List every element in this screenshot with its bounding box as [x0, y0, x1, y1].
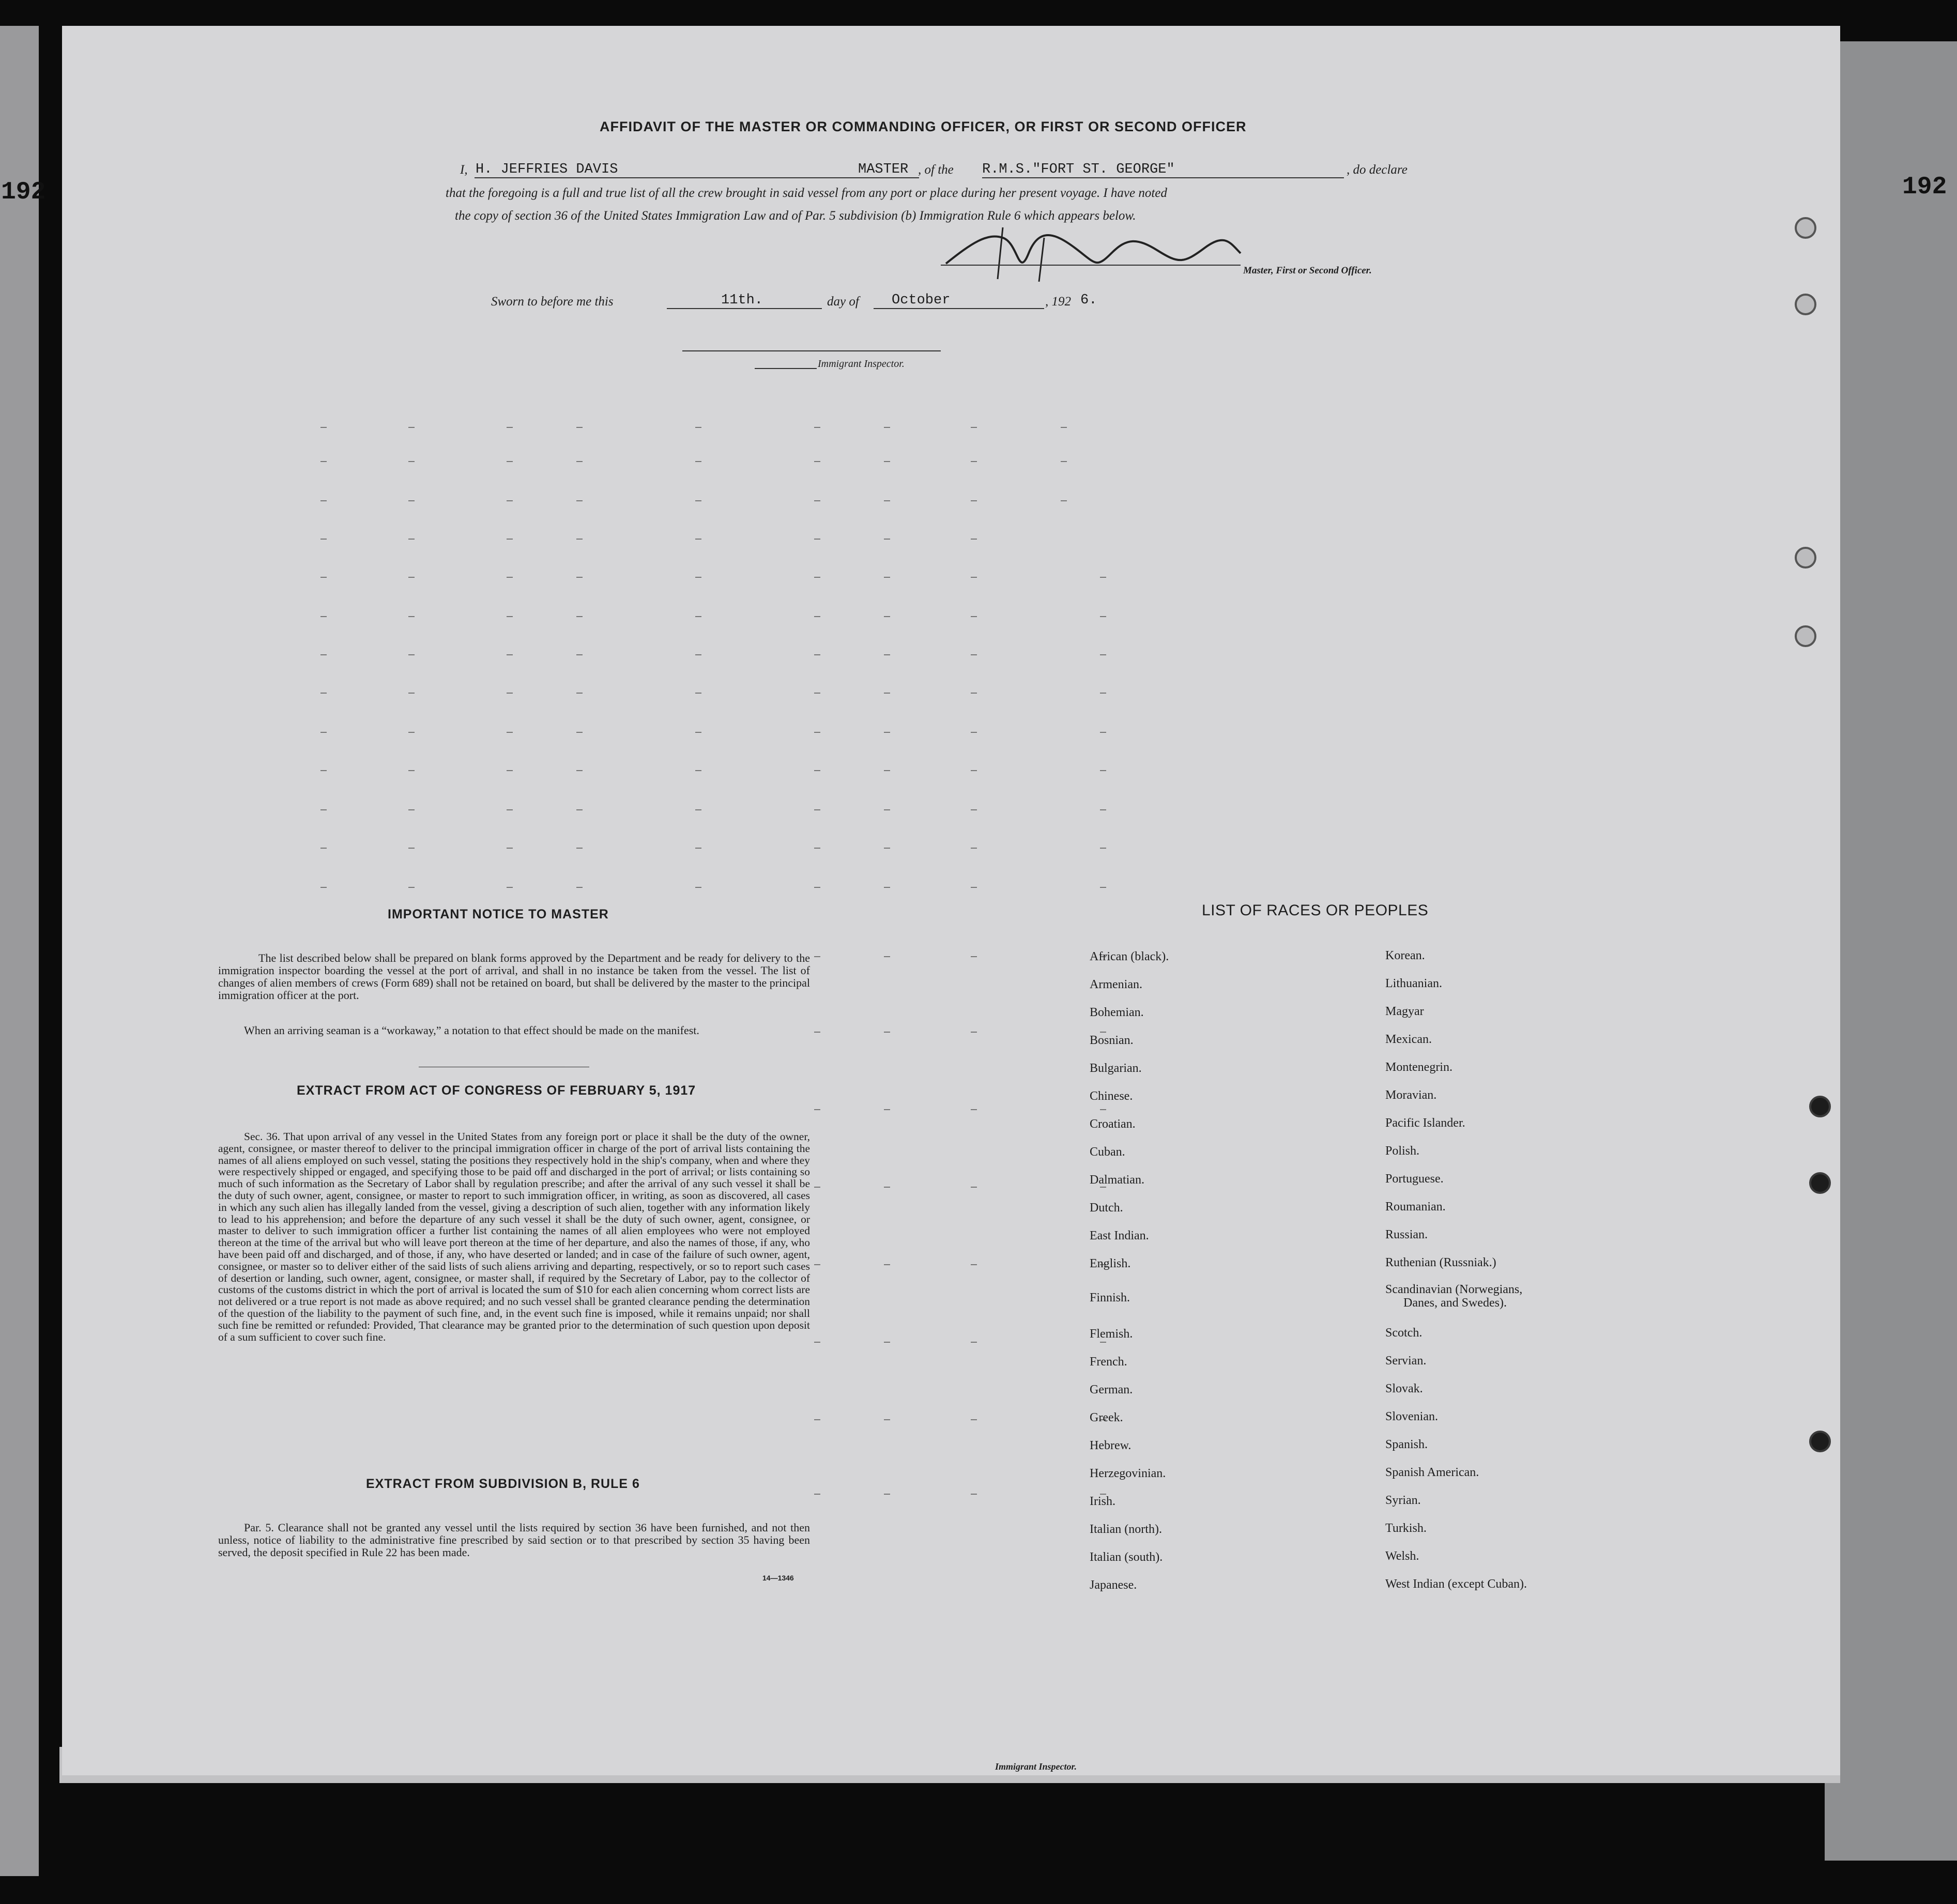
race-item: Welsh.	[1385, 1549, 1419, 1563]
race-item: Pacific Islander.	[1385, 1116, 1465, 1130]
race-item: English.	[1090, 1257, 1131, 1270]
race-item: Hebrew.	[1090, 1439, 1132, 1452]
of-the-label: , of the	[918, 163, 954, 177]
extract-act-heading: EXTRACT FROM ACT OF CONGRESS OF FEBRUARY 5, 1917	[297, 1083, 696, 1098]
race-item: West Indian (except Cuban).	[1385, 1577, 1527, 1591]
race-item: Slovak.	[1385, 1382, 1423, 1395]
race-item: Flemish.	[1090, 1327, 1133, 1341]
race-item: Servian.	[1385, 1354, 1427, 1368]
race-item: Russian.	[1385, 1228, 1428, 1241]
affidavit-heading: AFFIDAVIT OF THE MASTER OR COMMANDING OFFICER, OR FIRST OR SECOND OFFICER	[600, 119, 1247, 134]
affidavit-line-3: the copy of section 36 of the United States Immigration Law and of Par. 5 subdivision (b) Immigration Rule 6 which appears below.	[455, 209, 1136, 223]
race-item: Slovenian.	[1385, 1410, 1438, 1423]
race-item: Italian (south).	[1090, 1550, 1163, 1564]
race-item: Greek.	[1090, 1411, 1123, 1424]
extract-rule-text: Par. 5. Clearance shall not be granted any vessel until the lists required by section 36 have been furnished, and not then unless, notice of liability to the administrative fine prescribed by said section or to that prescribed by section 35 having been served, the deposit specified in Rule 22 has been made.	[218, 1521, 810, 1559]
race-item: Bulgarian.	[1090, 1062, 1142, 1075]
race-item: Finnish.	[1090, 1291, 1130, 1304]
race-item: German.	[1090, 1383, 1133, 1396]
inspector-caption: Immigrant Inspector.	[818, 358, 905, 370]
race-item: Dutch.	[1090, 1201, 1123, 1215]
extract-act-text: Sec. 36. That upon arrival of any vessel in the United States from any foreign port or place it shall be the duty of the owner, agent, consignee, or master thereof to deliver to the principal immigration officer in charge of the port of arrival lists containing the names of all aliens employed on such vessel, stating the positions they respectively hold in the ship's company, when and where they were respectively shipped or engaged, and specifying those to be paid off and discharged in the port of arrival; or lists containing so much of such information as the Secretary of Labor shall by regulation prescribe; and after the arrival of any such vessel it shall be the duty of such owner, agent, consignee, or master to report to such immigration officer, in writing, as soon as discovered, all cases in which any such alien has illegally landed from the vessel, giving a description of such alien, together with any information likely to lead to his apprehension; and before the departure of any such vessel it shall be the duty of such owner, agent, consignee, or master to deliver to such immigration officer a further list containing the names of all alien employees who were not employed thereon at the time of the arrival but who will leave port thereon at the time of her departure, and also the names of those, if any, who have been paid off and discharged, and of those, if any, who have deserted or landed; and in case of the failure of such owner, agent, consignee, or master so to deliver either of the said lists of such aliens arriving and departing, respectively, or so to report such cases of desertion or landing, such owner, agent, consignee, or master shall, if required by the Secretary of Labor, pay to the collector of customs of the customs district in which the port of arrival is located the sum of $10 for each alien concerning whom correct lists are not delivered or a true report is not made as above required; and no such vessel shall be granted clearance pending the determination of the question of the liability to the payment of such fine, and, in the event such fine is imposed, while it remains unpaid; nor shall such fine be remitted or refunded: Provided, That clearance may be granted prior to the determination of such question upon deposit of a sum sufficient to cover such fine.	[218, 1130, 810, 1343]
race-item: Roumanian.	[1385, 1200, 1446, 1214]
punch-hole-icon	[1809, 1431, 1831, 1452]
vessel-name: R.M.S."FORT ST. GEORGE"	[982, 162, 1175, 177]
adjacent-page-right	[1825, 41, 1957, 1861]
year-suffix: 6.	[1080, 293, 1097, 308]
race-item: Polish.	[1385, 1144, 1420, 1158]
left-page-number: 192	[1, 178, 46, 206]
footer-stamp: Immigrant Inspector.	[995, 1761, 1077, 1772]
races-heading: LIST OF RACES OR PEOPLES	[1202, 902, 1429, 919]
affidavit-line-2: that the foregoing is a full and true list of all the crew brought in said vessel from any port or place during her present voyage. I have noted	[446, 186, 1167, 200]
race-item: Japanese.	[1090, 1578, 1137, 1592]
race-item: Irish.	[1090, 1495, 1115, 1508]
day-of-label: day of	[827, 295, 859, 309]
race-item: French.	[1090, 1355, 1127, 1369]
punch-hole-icon	[1795, 294, 1816, 315]
race-item: Montenegrin.	[1385, 1061, 1453, 1074]
punch-hole-icon	[1809, 1096, 1831, 1117]
master-signature	[941, 222, 1251, 289]
sworn-month: October	[892, 293, 951, 308]
race-item: Scandinavian (Norwegians,	[1385, 1283, 1523, 1296]
race-item: Danes, and Swedes).	[1403, 1296, 1507, 1310]
race-item: Turkish.	[1385, 1522, 1427, 1535]
notice-paragraph-2: When an arriving seaman is a “workaway,” a notation to that effect should be made on the manifest.	[244, 1024, 699, 1037]
extract-rule-heading: EXTRACT FROM SUBDIVISION B, RULE 6	[366, 1477, 640, 1491]
race-item: Spanish American.	[1385, 1466, 1479, 1479]
declarant-name: H. JEFFRIES DAVIS	[476, 162, 618, 177]
punch-hole-icon	[1809, 1172, 1831, 1194]
race-item: Scotch.	[1385, 1326, 1423, 1340]
race-item: Lithuanian.	[1385, 977, 1442, 990]
race-item: Bohemian.	[1090, 1006, 1144, 1019]
race-item: Chinese.	[1090, 1089, 1133, 1103]
notice-heading: IMPORTANT NOTICE TO MASTER	[388, 907, 609, 922]
race-item: Moravian.	[1385, 1088, 1437, 1102]
notice-paragraph-1: The list described below shall be prepared on blank forms approved by the Department and be ready for delivery to the immigration inspector boarding the vessel at the port of arrival, and shall in no instance be taken from the vessel. The list of changes of alien members of crews (Form 689) shall not be retained on board, but shall be delivered by the master to the principal immigration officer at the port.	[218, 951, 810, 1002]
race-item: Cuban.	[1090, 1145, 1125, 1159]
race-item: East Indian.	[1090, 1229, 1149, 1242]
race-item: Mexican.	[1385, 1033, 1432, 1046]
race-item: Magyar	[1385, 1005, 1424, 1018]
race-item: Ruthenian (Russniak.)	[1385, 1256, 1496, 1269]
punch-hole-icon	[1795, 217, 1816, 239]
do-declare-label: , do declare	[1347, 163, 1408, 177]
race-item: Italian (north).	[1090, 1523, 1162, 1536]
adjacent-page-left	[0, 26, 39, 1876]
race-item: Dalmatian.	[1090, 1173, 1144, 1187]
race-item: Herzegovinian.	[1090, 1467, 1166, 1480]
declarant-rank: MASTER	[858, 162, 909, 177]
race-item: Bosnian.	[1090, 1034, 1134, 1047]
form-number: 14—1346	[762, 1574, 794, 1582]
right-page-number: 192	[1902, 173, 1947, 201]
sworn-prefix: Sworn to before me this	[491, 295, 614, 309]
race-item: Syrian.	[1385, 1494, 1421, 1507]
punch-hole-icon	[1795, 547, 1816, 569]
punch-hole-icon	[1795, 625, 1816, 647]
signature-caption: Master, First or Second Officer.	[1243, 265, 1372, 276]
sworn-day: 11th.	[721, 293, 763, 308]
race-item: Croatian.	[1090, 1117, 1136, 1131]
race-item: Spanish.	[1385, 1438, 1428, 1451]
affidavit-lead: I,	[460, 163, 468, 177]
race-item: Armenian.	[1090, 978, 1142, 991]
year-prefix: , 192	[1045, 295, 1071, 309]
race-item: Portuguese.	[1385, 1172, 1444, 1186]
race-item: African (black).	[1090, 950, 1169, 963]
race-item: Korean.	[1385, 949, 1425, 962]
